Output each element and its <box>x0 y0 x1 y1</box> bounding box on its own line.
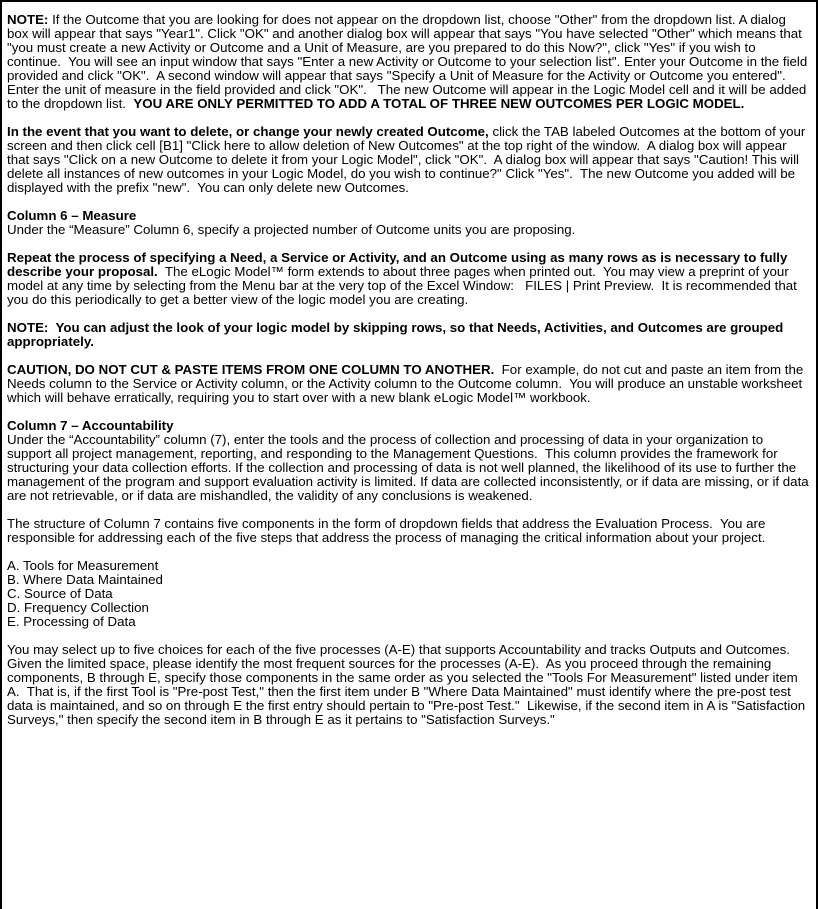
column-7-structure-paragraph <box>7 517 810 545</box>
caution-cut-paste-paragraph <box>7 363 810 405</box>
text-segment: The structure of Column 7 contains five components in the form of dropdown fields that address the Evaluation Process. You are responsible for addressing each of the five steps that address the process of managing the critical information about your project. <box>7 516 770 545</box>
bold-text-segment: NOTE: <box>7 12 49 27</box>
evaluation-components-list <box>7 559 810 629</box>
bold-text-segment: NOTE: You can adjust the look of your logic model by skipping rows, so that Needs, Activities, and Outcomes are grouped appropriately. <box>7 320 787 349</box>
note-skip-rows-paragraph <box>7 321 810 349</box>
column-7-accountability-heading <box>7 419 810 433</box>
column-7-accountability-body <box>7 432 813 503</box>
delete-change-outcome-paragraph <box>7 125 810 195</box>
bold-text-segment: CAUTION, DO NOT CUT & PASTE ITEMS FROM ONE COLUMN TO ANOTHER. <box>7 362 495 377</box>
text-segment: For example, do not cut and paste an item from the Needs column to the Service or Activity column, or the Activity column to the Outcome column. You will produce an unstable worksheet which will behave erratically, requiring you to start over with a new blank eLogic Model™ workbook. <box>7 362 807 405</box>
column-6-measure-body <box>7 223 810 237</box>
document-body <box>7 12 813 727</box>
text-segment: click the TAB labeled Outcomes at the bottom of your screen and then click cell [B1] "Click here to allow deletion of New Outcomes" at the top right of the window. A dialog box will appear that says "Click on a new Outcome to delete it from your Logic Model", click "OK". A dialog box will appear that says "Caution! This will delete all instances of new outcomes in your Logic Model, do you wish to continue?" Click "Yes". The new Outcome you added will be displayed with the prefix "new". You can only delete new Outcomes. <box>7 124 810 195</box>
text-segment: Under the “Measure” Column 6, specify a projected number of Outcome units you are proposing. <box>7 222 576 237</box>
repeat-process-paragraph <box>7 251 810 307</box>
list-item: D. Frequency Collection <box>7 600 149 615</box>
list-item: C. Source of Data <box>7 586 113 601</box>
text-segment: The eLogic Model™ form extends to about three pages when printed out. You may view a preprint of your model at any time by selecting from the Menu bar at the very top of the Excel Window: FILES | Print Preview. It is recommended that you do this periodically to get a better view of the logic model you are creating. <box>7 264 801 307</box>
list-item: E. Processing of Data <box>7 614 136 629</box>
bold-text-segment: In the event that you want to delete, or change your newly created Outcome, <box>7 124 489 139</box>
note-other-outcome-paragraph <box>7 13 810 111</box>
text-segment: Under the “Accountability” column (7), enter the tools and the process of collection and processing of data in your organization to support all project management, reporting, and responding to the Management Questions. This column provides the framework for structuring your data collection efforts. If the collection and processing of data is not well planned, the likelihood of its use to further the management of the program and support evaluation activity is limited. If data are collected inconsistently, or if data are missing, or if data are not retrievable, or if data are mishandled, the validity of any conclusions is weakened. <box>7 432 813 503</box>
five-choices-paragraph <box>7 643 810 727</box>
bold-text-segment: YOU ARE ONLY PERMITTED TO ADD A TOTAL OF THREE NEW OUTCOMES PER LOGIC MODEL. <box>133 96 745 111</box>
bold-text-segment: Repeat the process of specifying a Need, a Service or Activity, and an Outcome using as many rows as is necessary to fully describe your proposal. <box>7 250 792 279</box>
bold-text-segment: Column 6 – Measure <box>7 208 137 223</box>
list-item: A. Tools for Measurement <box>7 558 159 573</box>
column-6-measure-heading <box>7 209 810 223</box>
list-item: B. Where Data Maintained <box>7 572 163 587</box>
text-segment: You may select up to five choices for each of the five processes (A-E) that supports Accountability and tracks Outputs and Outcomes. Given the limited space, please identify the most frequent sources for the processes (A-E). As you proceed through the remaining components, B through E, specify those components in the same order as you selected the "Tools For Measurement" listed under item A. That is, if the first Tool is "Pre-post Test," then the first item under B "Where Data Maintained" must identify where the pre-post test data is maintained, and so on through E the first entry should pertain to "Pre-post Test." Likewise, if the second item in A is "Satisfaction Surveys," then specify the second item in B through E as it pertains to "Satisfaction Surveys." <box>7 642 809 727</box>
bold-text-segment: Column 7 – Accountability <box>7 418 174 433</box>
text-segment: If the Outcome that you are looking for does not appear on the dropdown list, choose "Other" from the dropdown list. A dialog box will appear that says "Year1". Click "OK" and another dialog box will appear that says "You have selected "Other" which means that "you must create a new Activity or Outcome and a Unit of Measure, are you prepared to do this Now?", click "Yes" if you wish to continue. You will see an input window that says "Enter a new Activity or Outcome to your selection list". Enter your Outcome in the field provided and click "OK". A second window will appear that says "Specify a Unit of Measure for the Activity or Outcome you entered". Enter the unit of measure in the field provided and click "OK". The new Outcome will appear in the Logic Model cell and it will be added to the dropdown list. <box>7 12 811 111</box>
